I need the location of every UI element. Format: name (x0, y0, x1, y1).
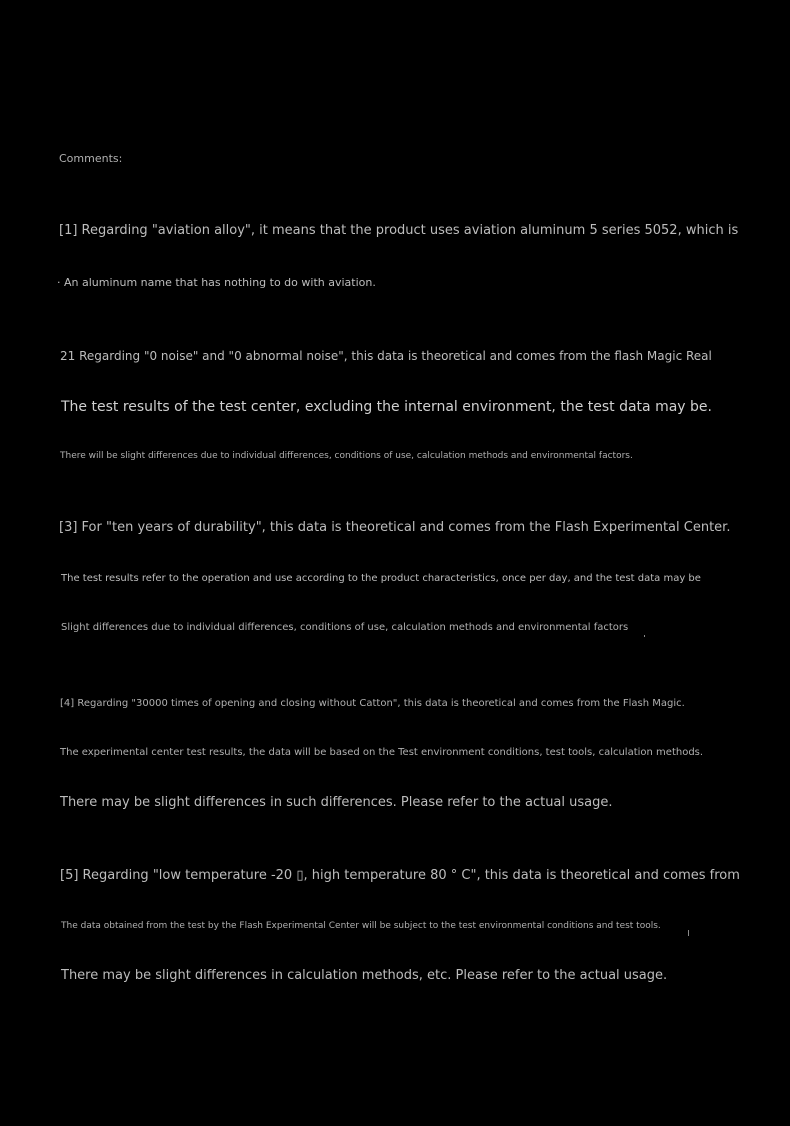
note-5-line-1: [5] Regarding "low temperature -20 ▯, high temperature 80 ° C", this data is theoretical and comes from (60, 868, 740, 883)
note-5-line-3: There may be slight differences in calculation methods, etc. Please refer to the actual usage. (61, 968, 668, 983)
note-4-line-1: [4] Regarding "30000 times of opening and closing without Catton", this data is theoretical and comes from the Flash Magic. (60, 698, 685, 709)
note-3-line-2: The test results refer to the operation and use according to the product characteristics, once per day, and the test data may be (61, 573, 701, 584)
comments-heading: Comments: (59, 152, 123, 165)
note-4-line-2: The experimental center test results, the data will be based on the Test environment conditions, test tools, calculation methods. (60, 747, 704, 758)
note-2-line-2: The test results of the test center, excluding the internal environment, the test data may be. (61, 399, 712, 415)
scan-speck (688, 930, 689, 936)
note-1-line-1: [1] Regarding "aviation alloy", it means that the product uses aviation aluminum 5 series 5052, which is (59, 223, 739, 238)
scan-speck (644, 635, 645, 637)
note-5-line-2: The data obtained from the test by the Flash Experimental Center will be subject to the test environmental conditions and test tools. (61, 921, 661, 931)
note-4-line-3: There may be slight differences in such differences. Please refer to the actual usage. (60, 795, 613, 810)
note-3-line-3: Slight differences due to individual differences, conditions of use, calculation methods and environmental factors (61, 622, 629, 633)
note-3-line-1: [3] For "ten years of durability", this data is theoretical and comes from the Flash Experimental Center. (59, 520, 731, 535)
note-2-line-3: There will be slight differences due to individual differences, conditions of use, calculation methods and environmental factors. (60, 451, 633, 461)
note-2-line-1: 21 Regarding "0 noise" and "0 abnormal noise", this data is theoretical and comes from the flash Magic Real (60, 349, 712, 363)
note-1-line-2: · An aluminum name that has nothing to do with aviation. (57, 276, 376, 289)
